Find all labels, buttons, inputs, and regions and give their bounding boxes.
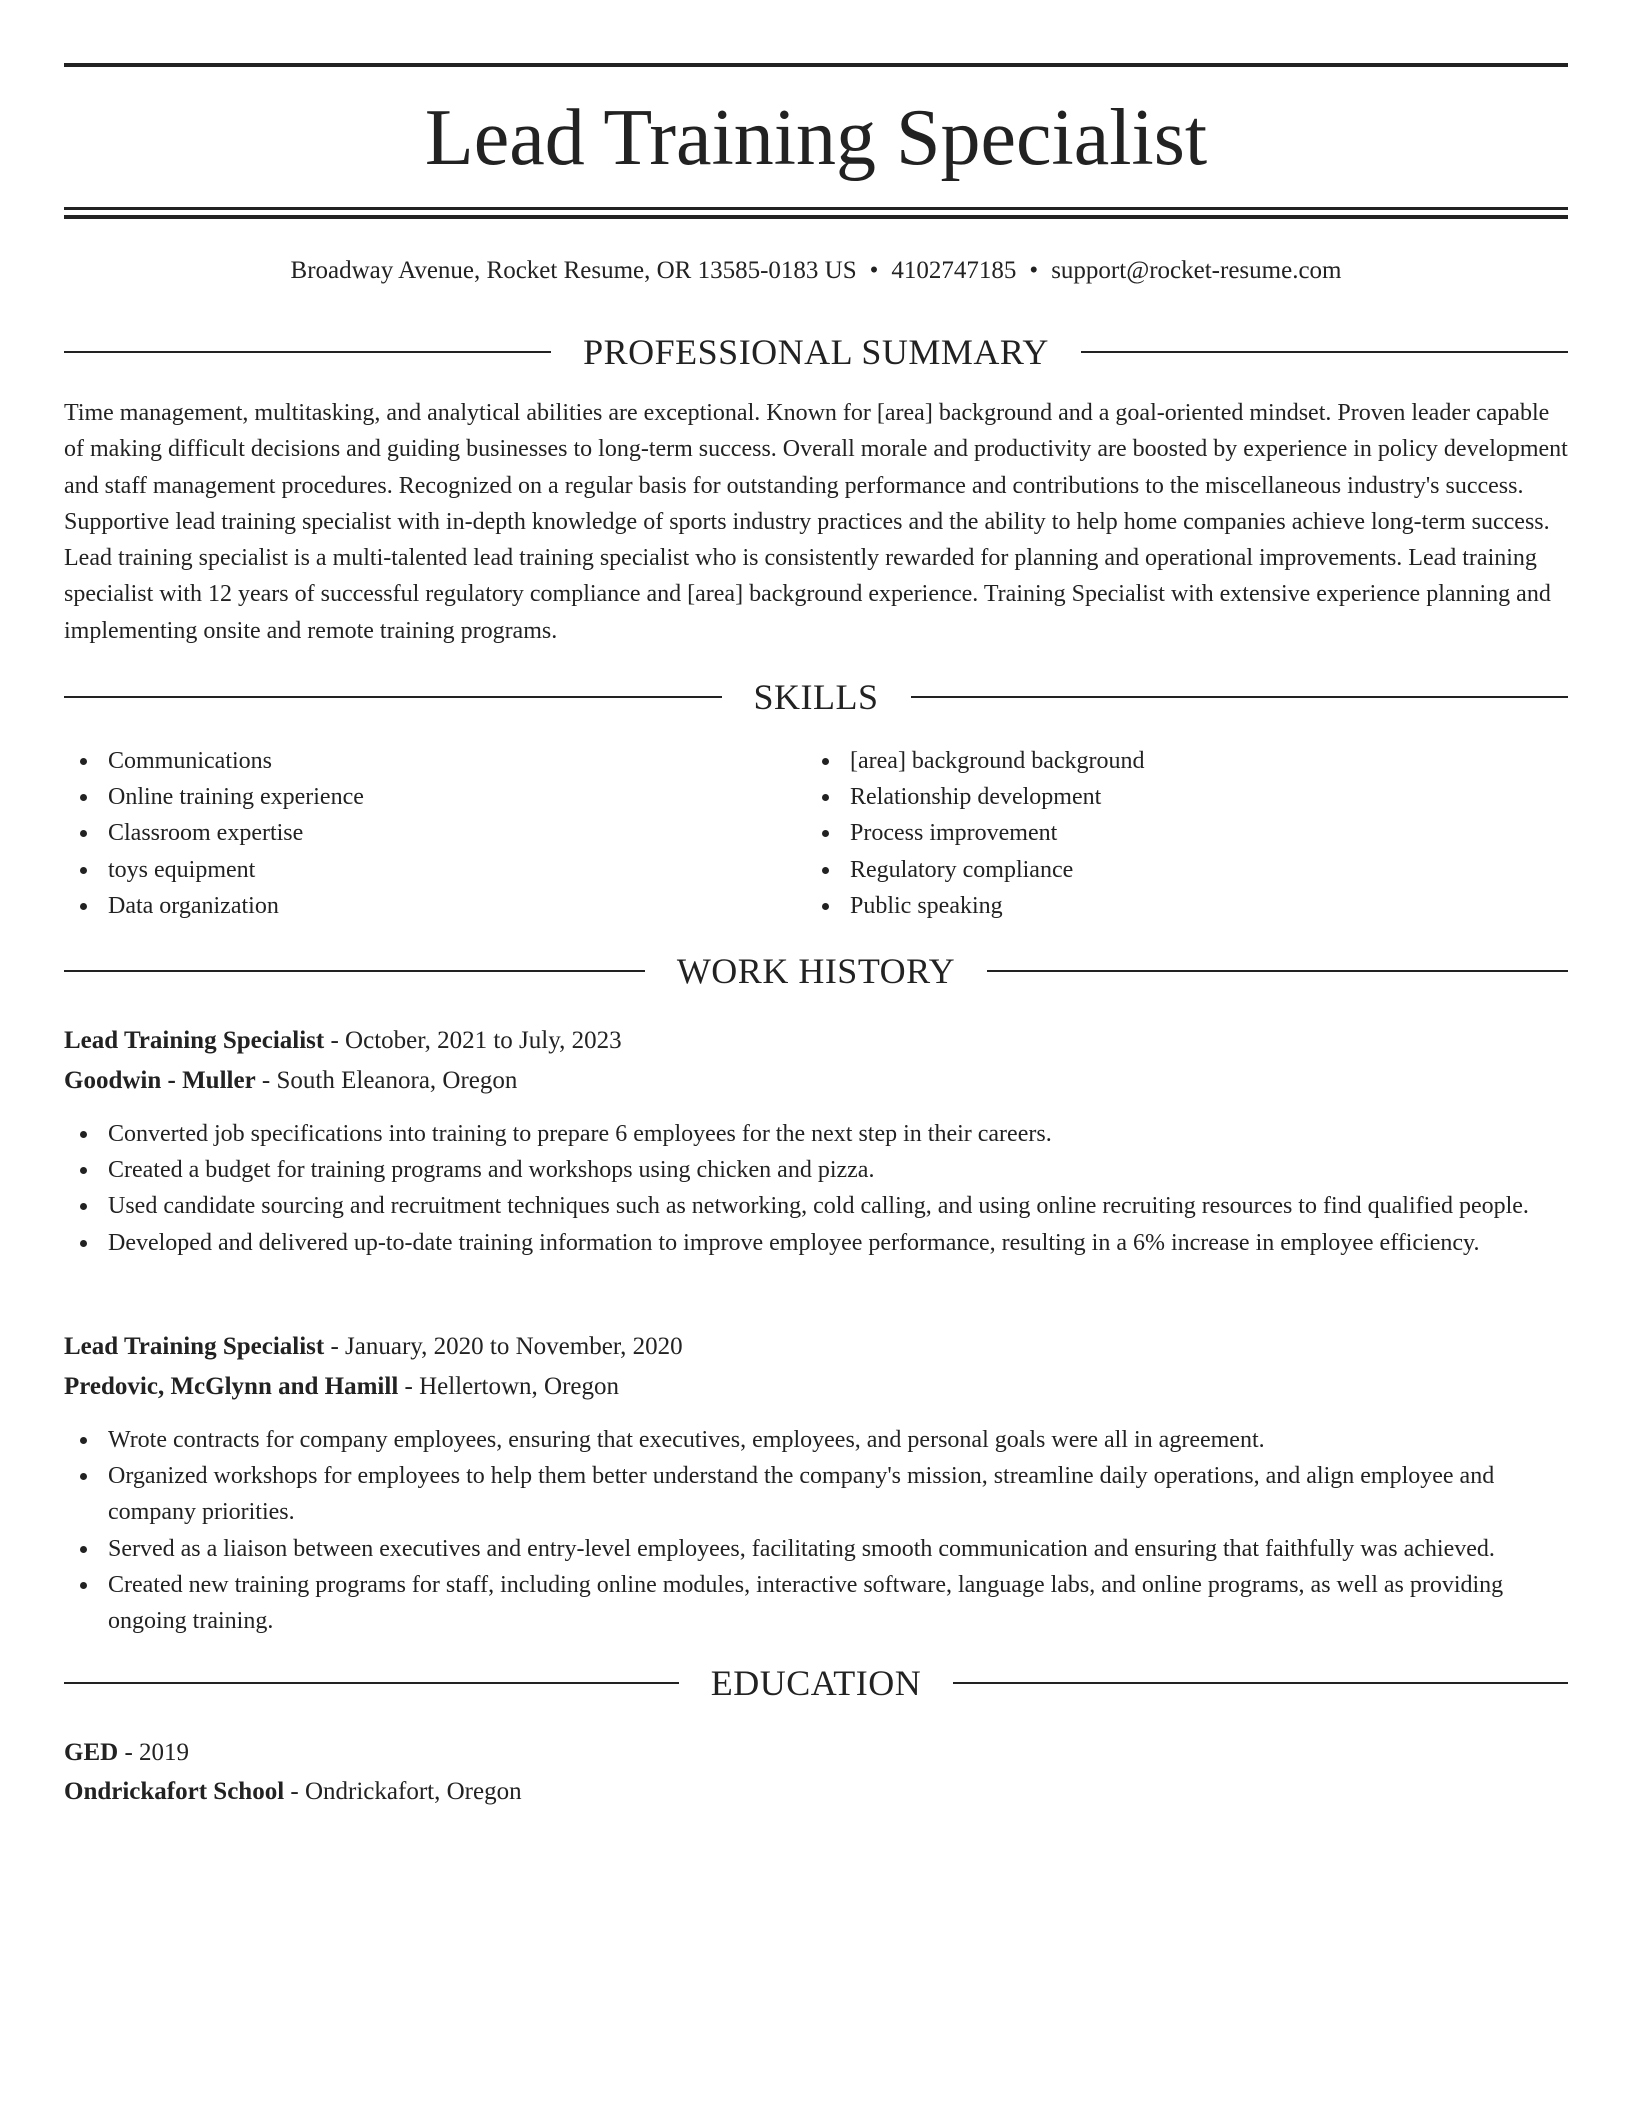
contact-phone: 4102747185 <box>891 257 1017 284</box>
job-company-line <box>64 1369 1568 1405</box>
job-location: - Hellertown, Oregon <box>398 1373 620 1400</box>
section-rule <box>64 696 722 698</box>
job-bullet: Developed and delivered up-to-date training information to improve employee performance, resulting in a 6% increase in employee efficiency. <box>64 1225 1568 1261</box>
skills-heading: SKILLS <box>753 677 879 717</box>
job-title-line <box>64 1329 1568 1365</box>
job-bullets <box>64 1422 1568 1639</box>
section-rule <box>987 970 1568 972</box>
contact-separator: • <box>869 257 879 284</box>
skill-item: Relationship development <box>806 779 1506 815</box>
double-rule-lower <box>64 215 1568 219</box>
contact-line <box>64 253 1568 289</box>
section-rule <box>1081 351 1568 353</box>
education-school: Ondrickafort School <box>64 1778 285 1805</box>
skill-item: Process improvement <box>806 815 1506 851</box>
education-school-line <box>64 1774 1568 1810</box>
skill-item: Communications <box>64 743 764 779</box>
job-company: Goodwin - Muller <box>64 1067 256 1094</box>
summary-text: Time management, multitasking, and analytical abilities are exceptional. Known for [area] background and a goal-oriented mindset. Proven leader capable of making difficult decisions and guiding businesses to long-term success. Overall morale and productivity are boosted by experience in policy development and staff management procedures. Recognized on a regular basis for outstanding performance and contributions to the miscellaneous industry's success. Supportive lead training specialist with in-depth knowledge of sports industry practices and the ability to help home companies achieve long-term success. Lead training specialist is a multi-talented lead training specialist who is consistently rewarded for planning and operational improvements. Lead training specialist with 12 years of successful regulatory compliance and [area] background experience. Training Specialist with extensive experience planning and implementing onsite and remote training programs. <box>64 400 1568 644</box>
job-company-line <box>64 1063 1568 1099</box>
education-year: - 2019 <box>118 1739 190 1766</box>
skill-item: Classroom expertise <box>64 815 764 851</box>
job-bullet: Used candidate sourcing and recruitment techniques such as networking, cold calling, and using online recruiting resources to find qualified people. <box>64 1188 1568 1224</box>
job-bullet: Converted job specifications into training to prepare 6 employees for the next step in their careers. <box>64 1116 1568 1152</box>
double-rule-upper <box>64 207 1568 210</box>
job-bullets <box>64 1116 1568 1261</box>
education-degree: GED <box>64 1739 119 1766</box>
work-section-header <box>64 949 1568 993</box>
summary-section-header <box>64 330 1568 374</box>
section-rule <box>64 970 645 972</box>
job-title-line <box>64 1023 1568 1059</box>
section-rule <box>911 696 1569 698</box>
job-location: - South Eleanora, Oregon <box>255 1067 518 1094</box>
skill-item: Online training experience <box>64 779 764 815</box>
skills-column-right <box>806 743 1506 924</box>
work-heading: WORK HISTORY <box>676 951 956 991</box>
job-bullet: Created a budget for training programs and workshops using chicken and pizza. <box>64 1152 1568 1188</box>
job-dates: - October, 2021 to July, 2023 <box>324 1027 622 1054</box>
skill-item: Regulatory compliance <box>806 852 1506 888</box>
education-degree-line <box>64 1735 1568 1771</box>
section-rule <box>953 1682 1568 1684</box>
job-company: Predovic, McGlynn and Hamill <box>64 1373 399 1400</box>
education-heading: EDUCATION <box>710 1663 922 1703</box>
skill-item: toys equipment <box>64 852 764 888</box>
job-title: Lead Training Specialist <box>64 1027 325 1054</box>
skill-item: Data organization <box>64 888 764 924</box>
summary-heading: PROFESSIONAL SUMMARY <box>583 332 1049 372</box>
skills-section-header <box>64 675 1568 719</box>
section-rule <box>64 351 551 353</box>
skills-column-left <box>64 743 764 924</box>
skill-item: [area] background background <box>806 743 1506 779</box>
job-bullet: Organized workshops for employees to help them better understand the company's mission, streamline daily operations, and align employee and company priorities. <box>64 1458 1568 1530</box>
education-location: - Ondrickafort, Oregon <box>284 1778 522 1805</box>
contact-email: support@rocket-resume.com <box>1051 257 1342 284</box>
job-bullet: Created new training programs for staff, including online modules, interactive software, language labs, and online programs, as well as providing ongoing training. <box>64 1567 1568 1639</box>
job-title: Lead Training Specialist <box>64 1333 325 1360</box>
job-bullet: Wrote contracts for company employees, ensuring that executives, employees, and personal goals were all in agreement. <box>64 1422 1568 1458</box>
top-rule <box>64 63 1568 67</box>
contact-separator: • <box>1029 257 1039 284</box>
contact-address: Broadway Avenue, Rocket Resume, OR 13585-0183 US <box>290 257 857 284</box>
section-rule <box>64 1682 679 1684</box>
education-section-header <box>64 1661 1568 1705</box>
resume-name-heading: Lead Training Specialist <box>424 94 1208 182</box>
job-dates: - January, 2020 to November, 2020 <box>324 1333 683 1360</box>
skill-item: Public speaking <box>806 888 1506 924</box>
job-bullet: Served as a liaison between executives and entry-level employees, facilitating smooth communication and ensuring that faithfully was achieved. <box>64 1531 1568 1567</box>
